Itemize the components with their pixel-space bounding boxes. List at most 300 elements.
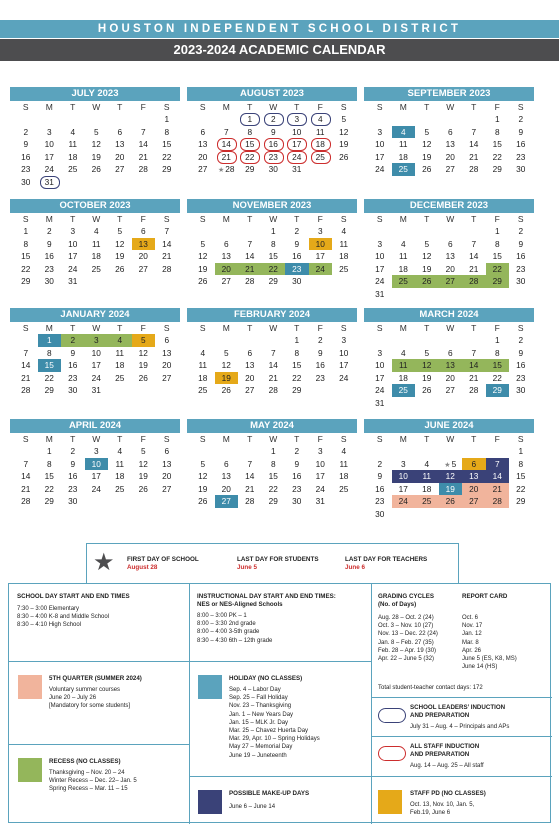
month-title: JANUARY 2024	[10, 308, 180, 322]
fifth-quarter-line: June 20 – July 26	[49, 695, 97, 702]
day-cell: 4	[400, 238, 406, 249]
fifth-quarter-line: [Mandatory for some students]	[49, 703, 131, 710]
weekday-header: S	[340, 323, 347, 333]
day-cell: 22	[486, 263, 510, 276]
holiday-line: Sep. 4 – Labor Day	[229, 687, 281, 693]
weekday-header: T	[70, 102, 76, 112]
day-cell: 30	[292, 276, 302, 286]
weekday-header: S	[517, 323, 524, 333]
empty-cell	[14, 113, 38, 126]
day-cell: 26	[138, 483, 148, 494]
day-grid	[368, 213, 534, 300]
day-cell: 3	[400, 458, 406, 469]
day-cell: 19	[91, 151, 101, 162]
day-cell: 12	[422, 251, 432, 261]
day-cell: 12	[422, 139, 432, 149]
staff-pd-swatch	[378, 790, 402, 814]
day-cell: 18	[68, 151, 78, 162]
day-cell: 25	[415, 495, 439, 508]
weekday-header: W	[269, 323, 278, 333]
day-cell: 7	[471, 347, 477, 358]
day-cell: 4	[341, 446, 347, 456]
day-grid	[368, 322, 534, 409]
fifth-quarter-swatch	[18, 675, 42, 699]
day-cell: 30	[516, 164, 526, 174]
day-cell: 16	[375, 483, 385, 494]
all-staff-oval	[378, 746, 406, 761]
day-cell: 1	[38, 334, 62, 347]
day-cell: 17	[339, 360, 349, 370]
day-cell: 31	[38, 176, 62, 189]
day-cell: 8	[494, 238, 500, 249]
day-grid	[368, 433, 534, 520]
weekday-header: M	[222, 102, 230, 112]
day-cell: 25	[68, 164, 78, 174]
day-cell: 6	[164, 335, 170, 345]
day-cell: 12	[91, 139, 101, 149]
month-title: DECEMBER 2023	[364, 199, 534, 213]
holiday-line: Jan. 1 – New Years Day	[229, 711, 294, 718]
month-calendar	[364, 87, 534, 176]
weekday-header: S	[376, 434, 383, 444]
day-cell: 2	[23, 126, 29, 137]
month-calendar	[10, 308, 180, 397]
day-cell: 2	[61, 334, 85, 347]
day-cell: 12	[115, 238, 125, 249]
weekday-header: F	[317, 214, 323, 224]
day-cell: 26	[439, 495, 463, 508]
day-cell: 11	[415, 470, 439, 483]
weekday-header: T	[247, 323, 253, 333]
day-cell: 8	[46, 458, 52, 469]
day-cell: 10	[91, 347, 101, 358]
day-cell: 22	[268, 483, 278, 494]
grading-cycle: Jan. 8 – Feb. 27 (35)	[378, 639, 434, 646]
day-cell: 6	[164, 446, 170, 456]
day-cell: 9	[70, 347, 76, 358]
day-cell: 25	[198, 385, 208, 395]
day-cell: 19	[215, 372, 239, 385]
day-cell: 3	[377, 238, 383, 249]
empty-cell	[439, 113, 463, 126]
day-cell: 21	[21, 483, 31, 494]
month-title: APRIL 2024	[10, 419, 180, 433]
weekday-header: S	[163, 214, 170, 224]
month-title: MAY 2024	[187, 419, 357, 433]
day-cell: 4	[424, 458, 430, 469]
recess-line: Winter Recess – Dec. 22– Jan. 5	[49, 778, 137, 785]
day-cell: 28	[162, 263, 172, 274]
weekday-header: M	[222, 434, 230, 444]
day-cell: 24	[91, 483, 101, 494]
day-cell: 28	[21, 496, 31, 506]
day-cell: 22	[492, 151, 502, 162]
day-cell: 28	[245, 496, 255, 506]
day-cell: 12	[198, 251, 208, 261]
grading-cycles-subtitle: (No. of Days)	[378, 601, 417, 608]
day-cell: 19	[439, 483, 463, 496]
makeup-dates: June 6 – June 14	[229, 804, 276, 810]
day-cell: 20	[445, 263, 455, 274]
day-cell: 21	[245, 483, 255, 494]
weekday-header: M	[399, 323, 407, 333]
makeup-title: POSSIBLE MAKE-UP DAYS	[229, 790, 310, 797]
day-cell: 29	[21, 276, 31, 286]
day-cell: 23	[262, 151, 286, 164]
weekday-header: F	[494, 323, 500, 333]
month-title: SEPTEMBER 2023	[364, 87, 534, 101]
day-cell: 15	[516, 471, 526, 481]
day-cell: 28	[486, 495, 510, 508]
month-calendar	[10, 199, 180, 288]
instructional-times-subtitle: NES or NES-Aligned Schools	[197, 601, 283, 608]
weekday-header: T	[471, 214, 477, 224]
report-card-title: REPORT CARD	[462, 593, 508, 600]
weekday-header: T	[247, 102, 253, 112]
day-cell: 17	[91, 360, 101, 370]
weekday-header: F	[494, 214, 500, 224]
staff-pd-line: Feb.19, June 6	[410, 810, 451, 817]
day-cell: 22	[44, 483, 54, 494]
month-calendar	[187, 87, 357, 176]
day-cell: 30	[44, 276, 54, 286]
day-cell: 3	[70, 226, 76, 236]
holiday-line: Sep. 25 – Fall Holiday	[229, 695, 288, 702]
weekday-header: M	[399, 102, 407, 112]
empty-cell	[486, 445, 510, 458]
day-cell: 14	[268, 360, 278, 370]
school-times-list	[17, 605, 109, 630]
empty-cell	[368, 113, 392, 126]
empty-cell	[215, 225, 239, 238]
day-cell: 10	[315, 458, 325, 469]
holiday-swatch	[198, 675, 222, 699]
day-cell: 2	[46, 226, 52, 236]
weekday-header: S	[340, 102, 347, 112]
day-cell: 30	[21, 176, 31, 187]
day-cell: 29	[268, 496, 278, 506]
day-cell: 13	[198, 139, 208, 149]
day-grid	[191, 433, 357, 508]
day-cell: 17	[91, 471, 101, 481]
month-title: MARCH 2024	[364, 308, 534, 322]
day-cell: 10	[68, 238, 78, 249]
all-staff-dates: Aug. 14 – Aug. 25 – All staff	[410, 763, 484, 769]
day-cell: 25	[392, 163, 416, 176]
day-cell: 4	[200, 347, 206, 358]
empty-cell	[85, 113, 109, 126]
day-cell: 13	[162, 458, 172, 469]
day-cell: 17	[375, 263, 385, 274]
day-cell: 19	[198, 263, 208, 274]
day-cell: 13	[162, 347, 172, 358]
weekday-header: F	[140, 323, 146, 333]
weekday-header: T	[117, 214, 123, 224]
day-cell: 27	[221, 276, 231, 286]
weekday-header: S	[517, 102, 524, 112]
day-cell: 5	[424, 238, 430, 249]
day-cell: 28	[138, 164, 148, 174]
day-cell: 30	[375, 508, 385, 519]
report-card-date: Oct. 6	[462, 615, 479, 621]
day-cell: 2	[294, 226, 300, 236]
day-cell: 23	[315, 372, 325, 383]
day-cell: 21	[138, 151, 148, 162]
day-grid	[14, 433, 180, 508]
weekday-header: T	[294, 102, 300, 112]
day-cell: 3	[93, 446, 99, 456]
report-card-date: Nov. 17	[462, 623, 483, 630]
day-cell: 21	[469, 263, 479, 274]
day-cell: 8	[270, 458, 276, 469]
holiday-line: June 19 – Juneteenth	[229, 752, 287, 759]
staff-pd-line: Oct. 13, Nov. 10, Jan. 5,	[410, 802, 475, 808]
day-cell: 8	[518, 458, 524, 469]
day-cell: 23	[292, 483, 302, 494]
day-cell: 8	[46, 347, 52, 358]
empty-cell	[215, 334, 239, 347]
day-cell: 26	[138, 372, 148, 383]
day-cell: 8	[164, 126, 170, 137]
day-cell: 9	[270, 126, 276, 137]
empty-cell	[215, 445, 239, 458]
weekday-header: S	[163, 102, 170, 112]
school-leaders-subtitle: AND PREPARATION	[410, 712, 470, 719]
day-cell: 27	[439, 275, 463, 288]
day-cell: 28	[268, 385, 278, 395]
day-cell: 31	[292, 164, 302, 174]
day-cell: 21	[469, 372, 479, 383]
day-cell: ★ 5	[439, 458, 463, 471]
day-grid	[368, 101, 534, 176]
day-cell: 2	[518, 335, 524, 345]
day-cell: 15	[162, 139, 172, 149]
day-cell: 22	[492, 372, 502, 383]
day-cell: 26	[221, 385, 231, 395]
day-cell: 14	[215, 138, 239, 151]
weekday-header: T	[424, 214, 430, 224]
day-cell: 31	[91, 385, 101, 395]
empty-cell	[238, 334, 262, 347]
last-day-teachers-date: June 6	[345, 564, 365, 571]
weekday-header: T	[294, 434, 300, 444]
day-cell: 31	[68, 276, 78, 286]
day-cell: 5	[200, 458, 206, 469]
day-grid	[14, 101, 180, 188]
empty-cell	[191, 445, 215, 458]
empty-cell	[392, 113, 416, 126]
day-cell: 22	[262, 263, 286, 276]
day-cell: 24	[68, 263, 78, 274]
day-cell: 1	[270, 446, 276, 456]
month-calendar	[364, 419, 534, 520]
day-cell: 17	[315, 471, 325, 481]
district-banner: HOUSTON INDEPENDENT SCHOOL DISTRICT	[0, 20, 559, 38]
day-cell: 8	[494, 347, 500, 358]
school-times-title: SCHOOL DAY START AND END TIMES	[17, 593, 130, 600]
weekday-header: F	[494, 102, 500, 112]
weekday-header: F	[317, 102, 323, 112]
day-cell: 26	[339, 151, 349, 162]
weekday-header: S	[22, 323, 29, 333]
day-cell: 16	[516, 360, 526, 370]
day-cell: 2	[317, 335, 323, 345]
day-cell: 14	[21, 360, 31, 370]
day-cell: 5	[200, 238, 206, 249]
day-cell: 18	[198, 372, 208, 383]
day-cell: 16	[292, 471, 302, 481]
day-cell: 17	[375, 151, 385, 162]
month-title: JUNE 2024	[364, 419, 534, 433]
day-cell: 13	[132, 238, 156, 251]
day-cell: 11	[398, 139, 408, 149]
instructional-line: 8:30 – 4:30 6th – 12th grade	[197, 637, 273, 644]
day-cell: 7	[270, 347, 276, 358]
day-cell: 25	[392, 275, 416, 288]
day-cell: 1	[23, 226, 29, 236]
day-cell: 27	[215, 495, 239, 508]
day-cell: 6	[447, 347, 453, 358]
day-cell: 21	[238, 263, 262, 276]
weekday-header: T	[117, 323, 123, 333]
grading-cycle: Nov. 13 – Dec. 22 (24)	[378, 631, 438, 638]
day-cell: 4	[400, 347, 406, 358]
day-cell: 30	[516, 385, 526, 395]
day-cell: 4	[108, 334, 132, 347]
report-card-date: June 5 (ES, K8, MS)	[462, 656, 517, 663]
fifth-quarter-list	[49, 686, 130, 711]
day-cell: 14	[21, 471, 31, 481]
day-cell: ★ 28	[215, 163, 239, 176]
day-cell: 28	[21, 385, 31, 395]
holiday-line: Nov. 23 – Thanksgiving	[229, 703, 292, 710]
day-cell: 20	[445, 151, 455, 162]
calendar-title: 2023-2024 ACADEMIC CALENDAR	[0, 39, 559, 61]
staff-pd-list	[410, 801, 474, 817]
empty-cell	[215, 113, 239, 126]
weekday-header: S	[340, 214, 347, 224]
day-cell: 6	[200, 126, 206, 137]
weekday-header: T	[70, 214, 76, 224]
recess-line: Thanksgiving – Nov. 20 – 24	[49, 770, 125, 776]
first-day-label: FIRST DAY OF SCHOOL	[127, 556, 199, 563]
day-cell: 20	[138, 251, 148, 261]
day-cell: 13	[439, 359, 463, 372]
day-cell: 4	[392, 126, 416, 139]
day-cell: 1	[164, 114, 170, 124]
day-cell: 7	[247, 238, 253, 249]
day-cell: 26	[91, 164, 101, 174]
day-cell: 3	[317, 226, 323, 236]
day-cell: 9	[70, 458, 76, 469]
empty-cell	[462, 113, 486, 126]
weekday-header: M	[45, 434, 53, 444]
day-cell: 11	[198, 360, 208, 370]
weekday-header: W	[269, 434, 278, 444]
day-cell: 23	[516, 263, 526, 274]
day-cell: 26	[415, 275, 439, 288]
day-cell: 18	[398, 372, 408, 383]
day-cell: 17	[44, 151, 54, 162]
empty-cell	[14, 445, 38, 458]
day-cell: 8	[494, 126, 500, 137]
day-cell: 18	[309, 138, 333, 151]
day-cell: 1	[238, 113, 262, 126]
day-cell: 21	[268, 372, 278, 383]
day-cell: 17	[375, 372, 385, 383]
day-cell: 20	[198, 151, 208, 162]
day-cell: 27	[445, 385, 455, 395]
weekday-header: T	[471, 434, 477, 444]
day-cell: 24	[339, 372, 349, 383]
day-cell: 20	[215, 263, 239, 276]
day-cell: 15	[492, 251, 502, 261]
makeup-swatch	[198, 790, 222, 814]
day-cell: 18	[398, 263, 408, 274]
day-cell: 26	[198, 276, 208, 286]
day-cell: 27	[115, 164, 125, 174]
month-calendar	[187, 199, 357, 288]
day-cell: 25	[309, 151, 333, 164]
day-cell: 15	[238, 138, 262, 151]
day-cell: 28	[462, 275, 486, 288]
day-cell: 13	[221, 471, 231, 481]
day-cell: 1	[46, 446, 52, 456]
day-cell: 23	[68, 483, 78, 494]
instructional-line: 8:00 – 3:30 2nd grade	[197, 621, 256, 628]
day-cell: 25	[392, 384, 416, 397]
weekday-header: T	[424, 102, 430, 112]
day-cell: 22	[516, 483, 526, 494]
month-calendar	[364, 308, 534, 409]
weekday-header: M	[45, 214, 53, 224]
holiday-line: Jan. 15 – MLK Jr. Day	[229, 719, 289, 726]
day-cell: 26	[115, 263, 125, 274]
day-cell: 13	[115, 139, 125, 149]
day-cell: 7	[471, 126, 477, 137]
day-cell: 20	[162, 471, 172, 481]
day-cell: 16	[262, 138, 286, 151]
weekday-header: W	[446, 323, 455, 333]
empty-cell	[415, 113, 439, 126]
day-cell: 24	[375, 164, 385, 174]
day-cell: 18	[422, 483, 432, 494]
day-cell: 1	[518, 446, 524, 456]
day-cell: 15	[492, 139, 502, 149]
all-staff-title: ALL STAFF INDUCTION	[410, 743, 480, 750]
day-cell: 7	[223, 126, 229, 137]
day-cell: 29	[44, 496, 54, 506]
weekday-header: T	[424, 434, 430, 444]
report-card-date: Mar. 8	[462, 639, 479, 646]
day-cell: 11	[315, 126, 325, 137]
weekday-header: W	[92, 102, 101, 112]
empty-cell	[439, 334, 463, 347]
day-cell: 29	[162, 164, 172, 174]
day-cell: 22	[44, 372, 54, 383]
empty-cell	[415, 225, 439, 238]
day-cell: 22	[21, 263, 31, 274]
day-cell: 19	[198, 483, 208, 494]
weekday-header: W	[269, 214, 278, 224]
day-cell: 9	[317, 347, 323, 358]
empty-cell	[439, 445, 463, 458]
day-cell: 7	[471, 238, 477, 249]
day-cell: 16	[68, 360, 78, 370]
day-cell: 15	[268, 471, 278, 481]
month-title: OCTOBER 2023	[10, 199, 180, 213]
empty-cell	[462, 334, 486, 347]
